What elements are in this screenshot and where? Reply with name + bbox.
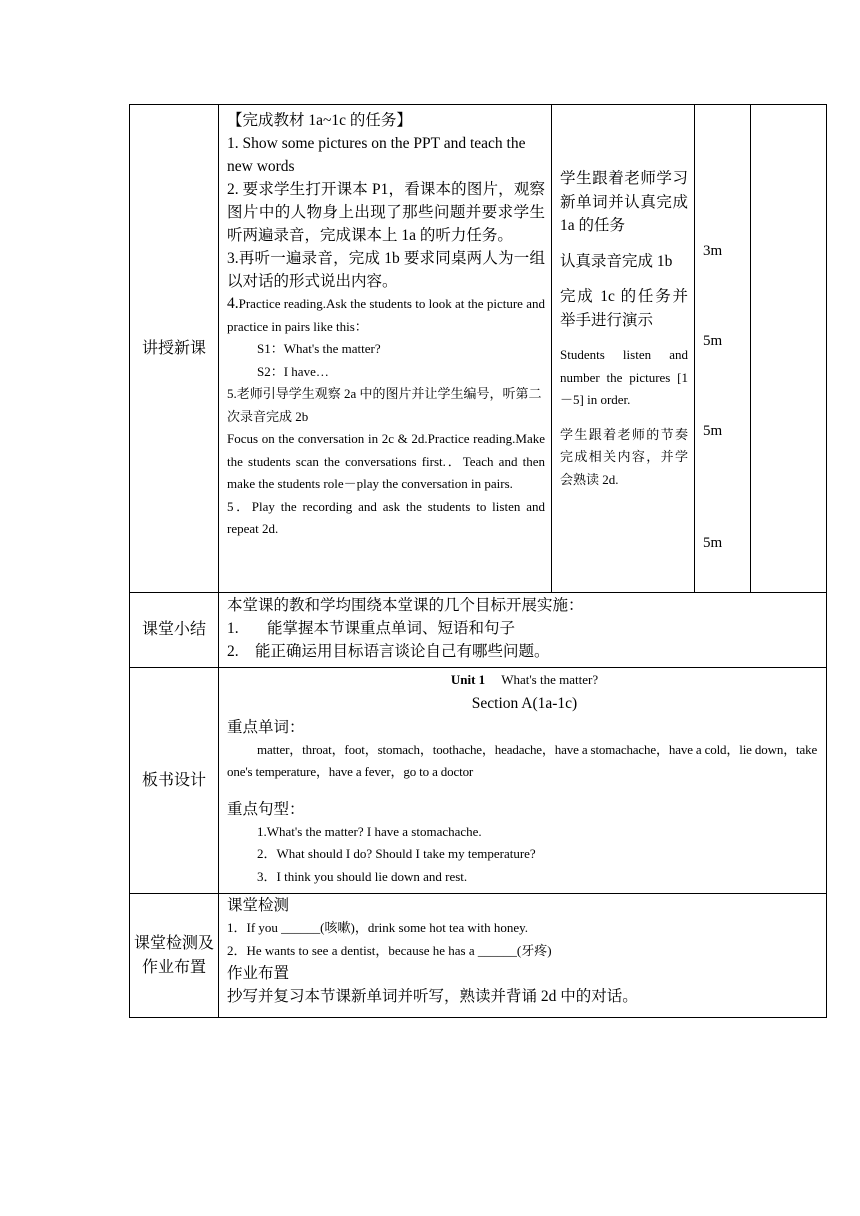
summary-item-1 (227, 617, 820, 640)
student-activity-4: Students listen and number the pictures [1－5] in order. (560, 347, 688, 407)
time-4: 5m (703, 535, 723, 551)
teacher-activities (219, 105, 552, 593)
teach-step-2: 2. 要求学生打开课本 P1，看课本的图片，观察图片中的人物身上出现了那些问题并要求学生听两遍录音，完成课本上 1a 的听力任务。 (227, 181, 545, 244)
row-board (130, 668, 827, 894)
check-question-1: 1．If you ______(咳嗽)，drink some hot tea with honey. (227, 920, 528, 935)
summary-item-2-num: 2. (227, 643, 239, 660)
teach-step-4-text: Practice reading.Ask the students to look at the picture and practice in pairs like this： (227, 296, 545, 334)
student-activity-5: 学生跟着老师的节奏完成相关内容，并学会熟读 2d. (560, 426, 688, 487)
row-label-summary: 课堂小结 (130, 593, 219, 668)
row-label-teach: 讲授新课 (130, 105, 219, 593)
teach-step-4-num: 4. (227, 295, 239, 312)
teach-step-6: Focus on the conversation in 2c & 2d.Practice reading.Make the students scan the conversations first.．Teach and then make the students role－play the conversation in pairs. (227, 431, 545, 491)
homework-heading: 作业布置 (227, 965, 290, 982)
board-words: matter，throat，foot，stomach，toothache，headache，have a stomachache，have a cold，lie down，take one's temperature，have a fever，go to a doctor (227, 741, 818, 779)
teach-heading: 【完成教材 1a~1c 的任务】 (227, 112, 412, 129)
board-unit-line (227, 669, 822, 692)
board-unit-title: What's the matter? (501, 672, 599, 687)
board-unit: Unit 1 (450, 672, 486, 687)
student-activity-1: 学生跟着老师学习新单词并认真完成 1a 的任务 (560, 170, 688, 234)
row-label-homework: 课堂检测及作业布置 (130, 894, 219, 1018)
summary-item-1-num: 1. (227, 620, 239, 637)
check-question-2: 2．He wants to see a dentist，because he has a ______(牙疼) (227, 942, 552, 958)
notes-column (751, 105, 827, 593)
board-sentence-1: 1.What's the matter? I have a stomachache. (257, 823, 482, 839)
board-sentence-2: 2．What should I do? Should I take my temperature? (257, 846, 536, 861)
teach-step-7: 5．Play the recording and ask the students to listen and repeat 2d. (227, 498, 545, 536)
time-column (695, 105, 751, 593)
row-homework (130, 894, 827, 1018)
student-activities (552, 105, 695, 593)
board-sentences-heading: 重点句型： (227, 800, 305, 818)
student-activity-2: 认真录音完成 1b (560, 252, 673, 270)
teach-step-1: 1. Show some pictures on the PPT and teach the new words (227, 135, 526, 175)
dialog-s1: S1：What's the matter? (257, 341, 381, 356)
teach-step-4 (227, 293, 545, 338)
homework-content (219, 894, 827, 1018)
summary-item-2-text: 能正确运用目标语言谈论自己有哪些问题。 (255, 643, 550, 660)
time-2: 5m (703, 333, 723, 349)
board-words-heading: 重点单词： (227, 718, 305, 736)
summary-item-2 (227, 640, 820, 663)
time-1: 3m (703, 243, 723, 259)
teach-step-5: 5.老师引导学生观察 2a 中的图片并让学生编号，听第二次录音完成 2b (227, 386, 542, 424)
student-activity-3: 完成 1c 的任务并举手进行演示 (560, 288, 688, 329)
time-3: 5m (703, 423, 723, 439)
dialog-s2: S2：I have… (257, 363, 329, 379)
row-teach (130, 105, 827, 593)
check-heading: 课堂检测 (227, 897, 290, 914)
board-content (219, 668, 827, 894)
lesson-plan-table (129, 104, 827, 1018)
summary-item-1-text: 能掌握本节课重点单词、短语和句子 (267, 620, 516, 637)
summary-content (219, 593, 827, 668)
board-sentence-3: 3．I think you should lie down and rest. (257, 868, 468, 884)
board-section: Section A(1a-1c) (471, 694, 578, 712)
homework-text: 抄写并复习本节课新单词并听写，熟读并背诵 2d 中的对话。 (227, 988, 638, 1005)
teach-step-3: 3.再听一遍录音，完成 1b 要求同桌两人为一组以对话的形式说出内容。 (227, 250, 545, 290)
row-label-board: 板书设计 (130, 668, 219, 894)
row-summary (130, 593, 827, 668)
summary-intro: 本堂课的教和学均围绕本堂课的几个目标开展实施： (227, 597, 584, 614)
